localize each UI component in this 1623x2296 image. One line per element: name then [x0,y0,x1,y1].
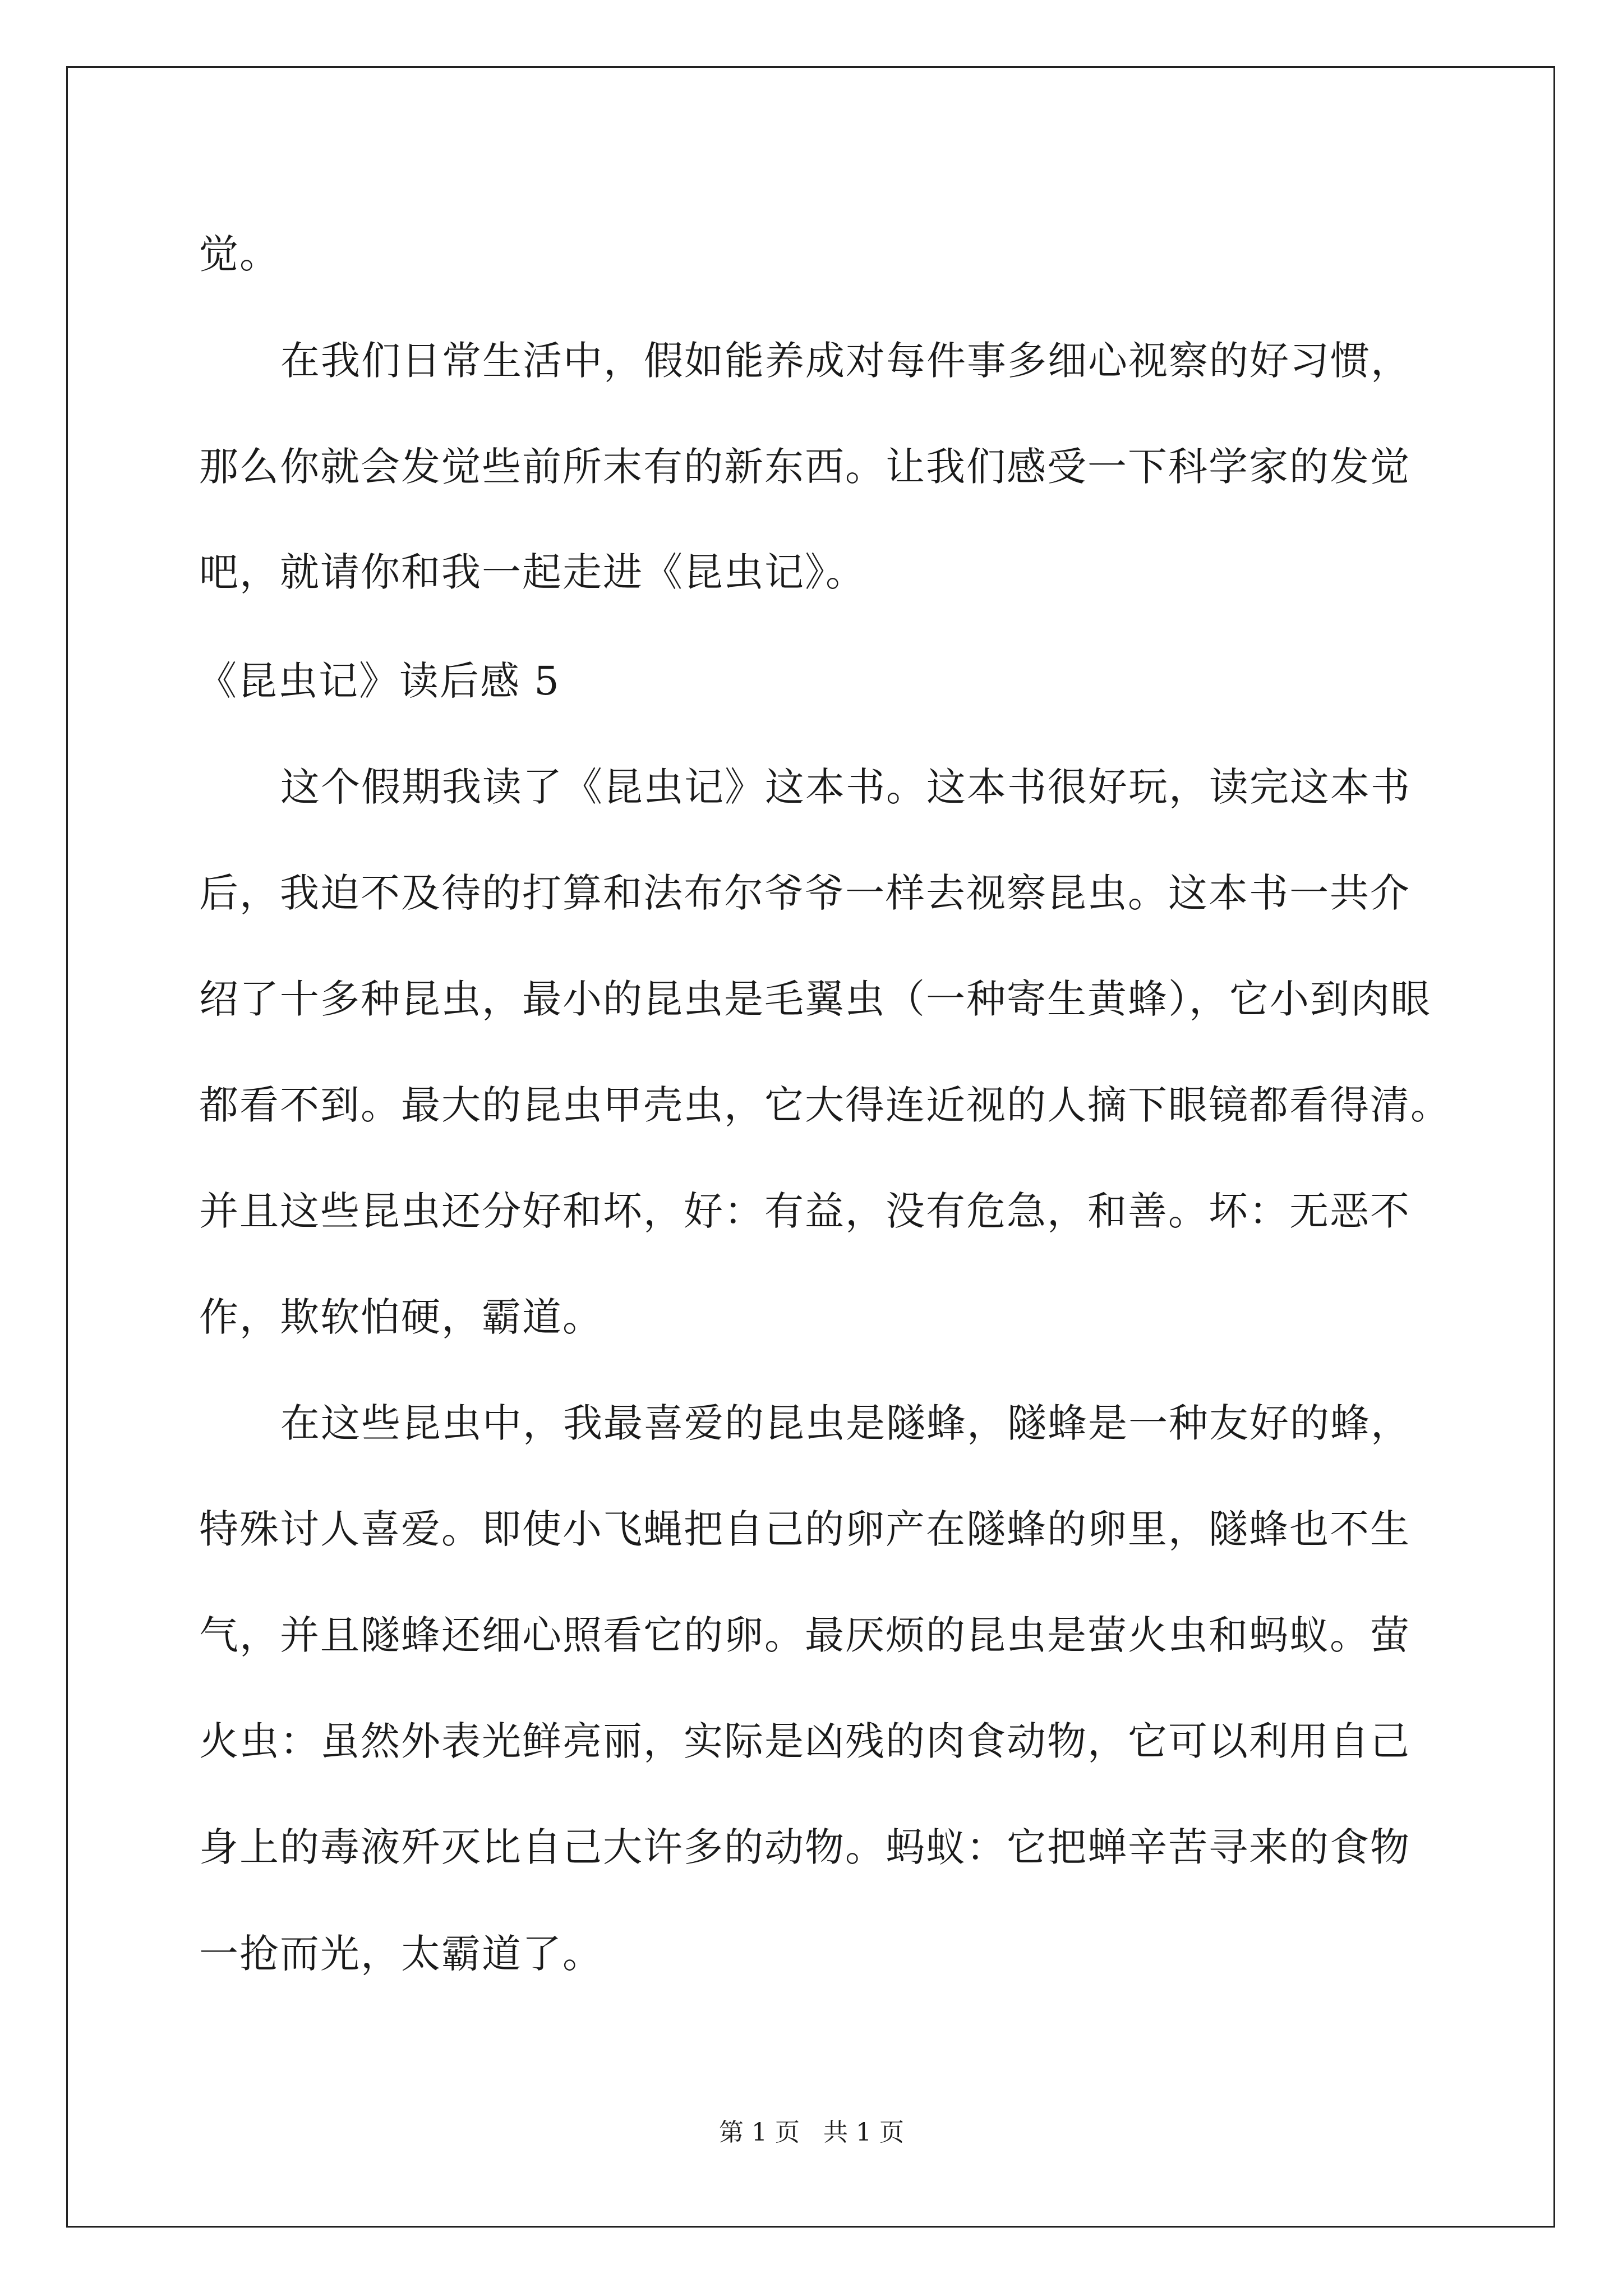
text-line: 都看不到。最大的昆虫甲壳虫，它大得连近视的人摘下眼镜都看得清。 [199,1082,1451,1128]
paragraph-start-line: 在这些昆虫中，我最喜爱的昆虫是隧蜂，隧蜂是一种友好的蜂， [280,1400,1411,1446]
paragraph-start-line: 在我们日常生活中，假如能养成对每件事多细心视察的好习惯， [280,338,1411,384]
text-line: 身上的毒液歼灭比自己大许多的动物。蚂蚁：它把蝉辛苦寻来的食物 [199,1824,1410,1870]
text-line: 绍了十多种昆虫，最小的昆虫是毛翼虫（一种寄生黄蜂），它小到肉眼 [199,976,1431,1022]
text-line: 后，我迫不及待的打算和法布尔爷爷一样去视察昆虫。这本书一共介 [199,870,1410,916]
text-line: 并且这些昆虫还分好和坏，好：有益，没有危急，和善。坏：无恶不 [199,1188,1410,1234]
text-line: 作，欺软怕硬，霸道。 [199,1294,603,1340]
paragraph-start-line: 这个假期我读了《昆虫记》这本书。这本书很好玩，读完这本书 [280,764,1411,810]
page-border [66,66,1555,2228]
text-line: 觉。 [199,231,280,277]
text-line: 吧，就请你和我一起走进《昆虫记》。 [199,549,866,595]
text-line: 火虫：虽然外表光鲜亮丽，实际是凶残的肉食动物，它可以利用自己 [199,1718,1410,1764]
text-line: 一抢而光，太霸道了。 [199,1931,603,1977]
section-heading: 《昆虫记》读后感 5 [197,658,560,704]
page-number-footer: 第 1 页 共 1 页 [719,2118,904,2147]
text-line: 那么你就会发觉些前所末有的新东西。让我们感受一下科学家的发觉 [199,444,1410,490]
text-line: 特殊讨人喜爱。即使小飞蝇把自己的卵产在隧蜂的卵里，隧蜂也不生 [199,1506,1410,1552]
text-line: 气，并且隧蜂还细心照看它的卵。最厌烦的昆虫是萤火虫和蚂蚁。萤 [199,1612,1410,1658]
